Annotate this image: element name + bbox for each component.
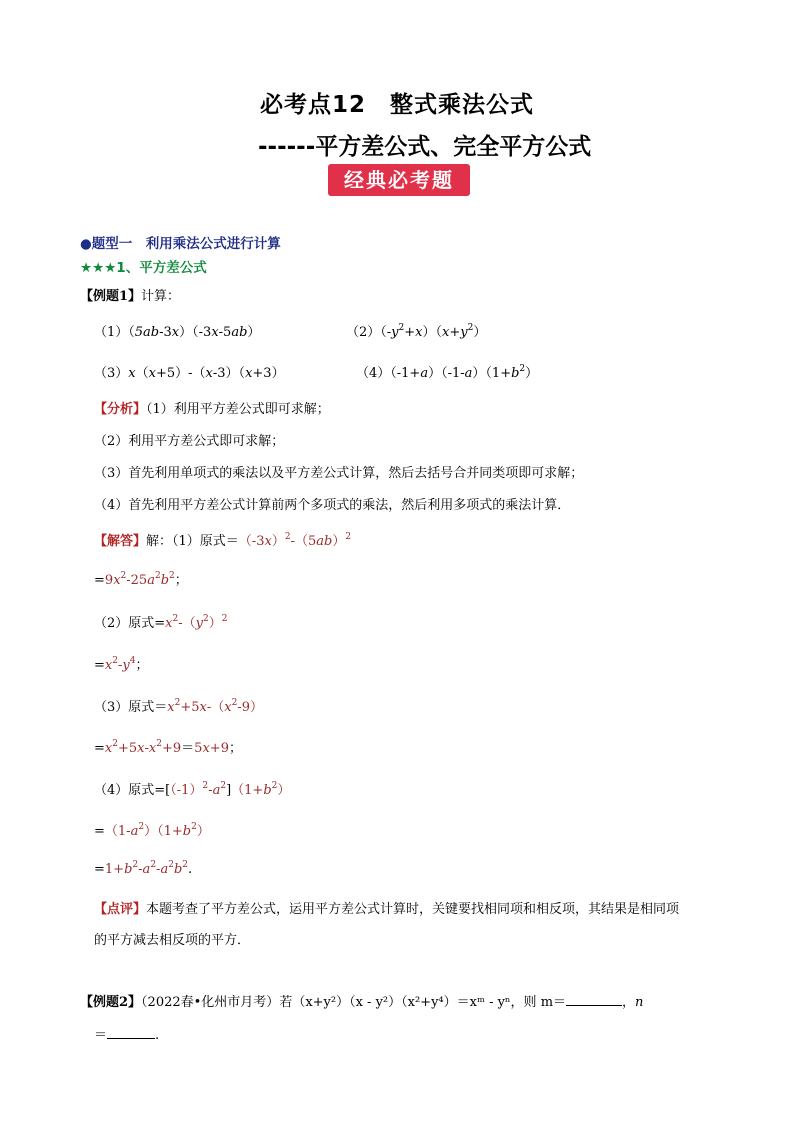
example2-source: （2022春•化州市月考） [141, 995, 280, 1010]
answer-blank-m[interactable] [566, 993, 622, 1006]
example2-text: 若（x+y²）（x - y²）（x²+y⁴）＝xᵐ - yⁿ，则 m＝ [279, 995, 567, 1010]
problem-1: （1）（5ab-3x）（-3x-5ab） [94, 325, 261, 340]
example1-heading [80, 285, 180, 304]
problem-4: $(4)(-1+a)(-1-a)(1+b^2)$ [356, 364, 539, 381]
comment-line-2: 的平方减去相反项的平方． [94, 933, 251, 948]
example1-prompt: 计算： [141, 289, 181, 304]
problem-2: $(2)(-y^2+x)(x+y^2)$ [346, 323, 487, 340]
answer-line-2: $=9x^2-25a^2b^2$； [94, 571, 188, 588]
answer-line-5: （3）原式$=x^2+5x-(x^2-9)$ [94, 698, 264, 715]
problem-3: （3）x（x+5）-（x-3）（x+3） [94, 366, 285, 381]
answer-line-7: （4）原式$=[(-1)^2-a^2](1+b^2)$ [94, 781, 291, 798]
example1-label: 【例题1】 [80, 289, 142, 304]
sub-title: ★★★1、平方差公式 [80, 260, 207, 276]
answer-blank-n[interactable] [107, 1026, 155, 1039]
analysis-line-1 [94, 398, 330, 417]
answer-tail: （3）原式＝ [94, 700, 168, 715]
analysis-label: 【分析】 [94, 402, 147, 417]
analysis-line-4: （4）首先利用平方差公式计算前两个多项式的乘法，然后利用多项式的乘法计算． [94, 498, 571, 513]
analysis-line-2: （2）利用平方差公式即可求解； [94, 434, 285, 449]
example2-n-label: n [635, 995, 644, 1010]
example2-line-1: 【例题2】（2022春•化州市月考）若（x+y²）（x - y²）（x²+y⁴）＝xᵐ - yⁿ，则 m＝ ，n [80, 995, 644, 1010]
answer-prefix: 解：（1）原式＝ [146, 534, 239, 549]
answer-line-1: 【解答】解：（1）原式$=(-3x)^2-(5ab)^2$ [94, 532, 352, 549]
title-line2: ------平方差公式、完全平方公式 [258, 134, 592, 160]
analysis-line-3: （3）首先利用单项式的乘法以及平方差公式计算，然后去括号合并同类项即可求解； [94, 466, 584, 481]
title-line1: 必考点12 整式乘法公式 [259, 92, 534, 118]
comment-line-1 [94, 898, 679, 917]
answer-line-9: $=1+b^2-a^2-a^2b^2$. [94, 860, 193, 877]
comment-text-1: 本题考查了平方差公式，运用平方差公式计算时，关键要找相同项和相反项，其结果是相同项 [146, 902, 680, 917]
classic-badge: 经典必考题 [328, 164, 470, 196]
analysis-text-1: （1）利用平方差公式即可求解； [146, 402, 330, 417]
answer-line-6: $=x^2+5x-x^2+9=5x+9$； [94, 739, 242, 756]
answer-line-8: $=(1-a^2)(1+b^2)$ [94, 822, 210, 839]
type-title: ●题型一 利用乘法公式进行计算 [80, 236, 281, 252]
answer-line-4: $=x^2-y^4$； [94, 656, 149, 673]
answer-line-3: （2）原式$=x^2-(y^2)^2$ [94, 614, 228, 631]
example2-eq: ＝ [94, 1028, 108, 1043]
comment-label: 【点评】 [94, 902, 147, 917]
example2-line-2: ＝ . [94, 1028, 160, 1043]
answer-label: 【解答】 [94, 534, 147, 549]
example2-label: 【例题2】 [80, 995, 142, 1010]
